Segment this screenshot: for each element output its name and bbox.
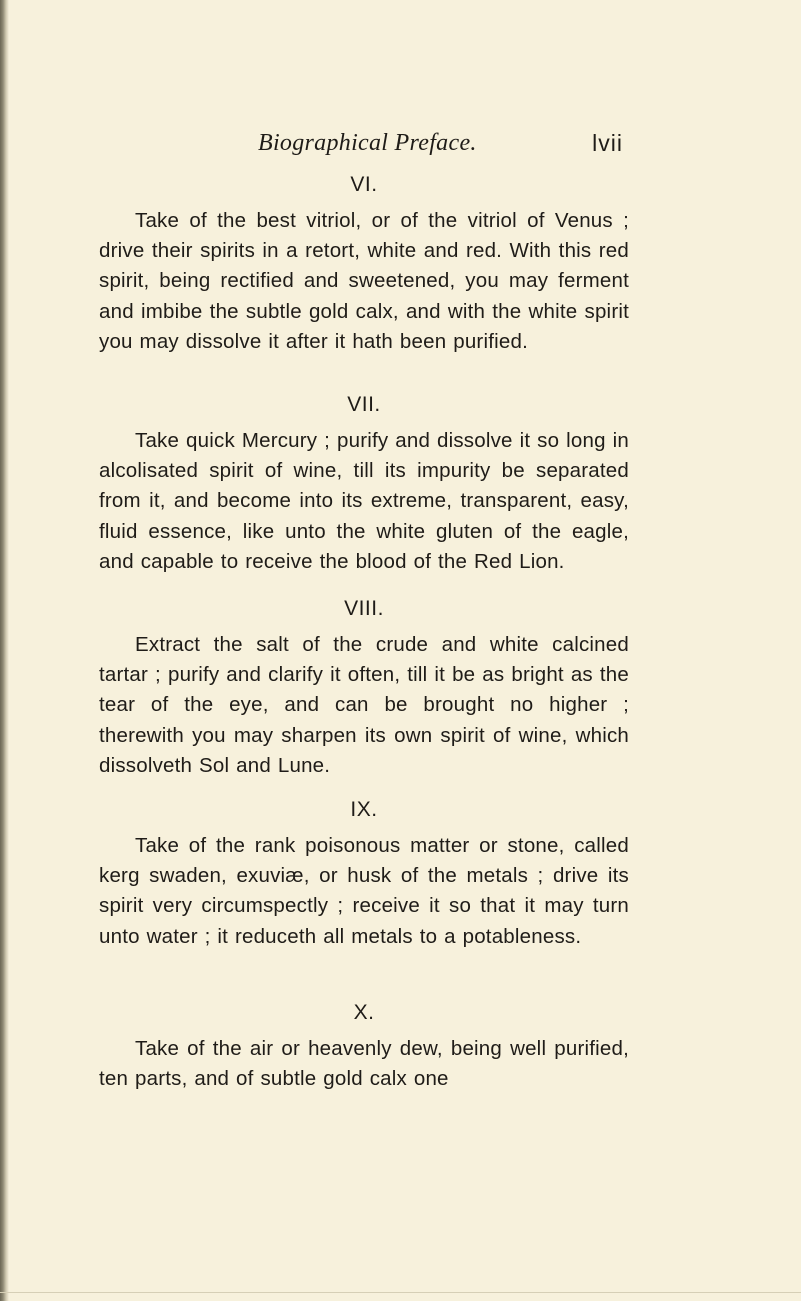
section-ix [99,797,629,952]
section-paragraph: Take of the rank poisonous matter or stone, called kerg swaden, exuviæ, or husk of the metals ; drive its spirit very circumspectly ; receive it so that it may turn unto water ; it reduceth all metals to a potableness. [99,834,629,948]
page-header [258,130,623,162]
section-paragraph: Take quick Mercury ; purify and dissolve it so long in alcolisated spirit of wine, till its impurity be separated from it, and become into its extreme, transparent, easy, fluid essence, like unto the white gluten of the eagle, and capable to receive the blood of the Red Lion. [99,429,629,573]
section-heading: IX. [350,798,378,821]
section-heading: VII. [347,393,381,416]
running-title: Biographical Preface. [258,130,477,156]
section-viii [99,596,629,781]
page-edge-line [0,1292,801,1293]
section-heading: VIII. [344,597,384,620]
page-number: lvii [592,130,623,156]
section-paragraph: Take of the air or heavenly dew, being well purified, ten parts, and of subtle gold calx one [99,1037,629,1091]
section-x [99,1000,629,1094]
section-vi [99,172,629,357]
section-paragraph: Take of the best vitriol, or of the vitriol of Venus ; drive their spirits in a retort, white and red. With this red spirit, being rectified and sweetened, you may ferment and imbibe the subtle gold calx, and with the white spirit you may dissolve it after it hath been purified. [99,209,629,353]
binding-gutter-shadow [0,0,9,1301]
section-heading: X. [353,1001,375,1024]
section-heading: VI. [350,173,378,196]
section-vii [99,392,629,577]
section-paragraph: Extract the salt of the crude and white calcined tartar ; purify and clarify it often, till it be as bright as the tear of the eye, and can be brought no higher ; therewith you may sharpen its own spirit of wine, which dissolveth Sol and Lune. [99,633,629,777]
